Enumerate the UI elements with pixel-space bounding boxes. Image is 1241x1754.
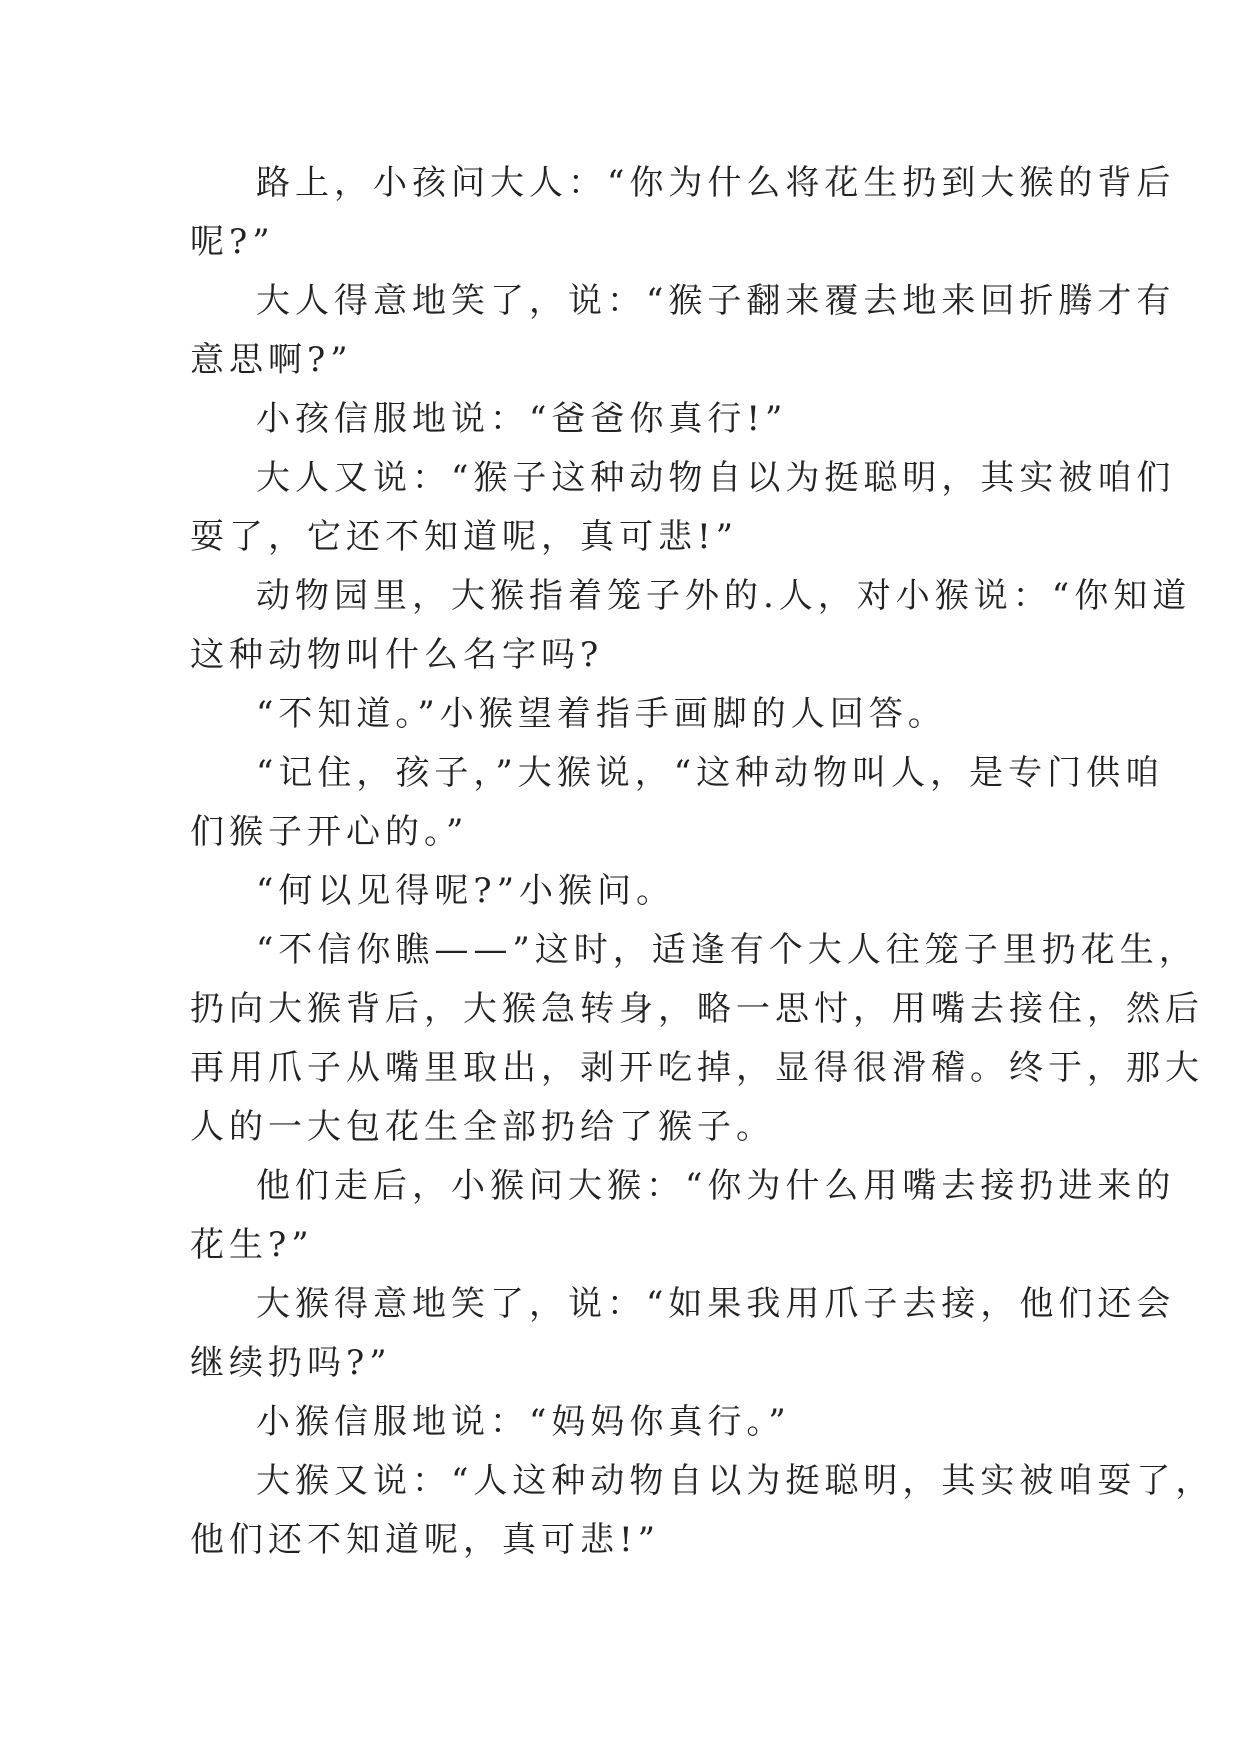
paragraph [190, 272, 1176, 390]
paragraph [190, 1393, 1052, 1452]
paragraph [190, 921, 1204, 1157]
paragraph [190, 1452, 1215, 1570]
text-line: 大人得意地笑了，说：“猴子翻来覆去地来回折腾才有 [256, 281, 1176, 321]
text-line: “不信你瞧——”这时，适逢有个大人往笼子里扔花生， [256, 930, 1198, 970]
text-line: 路上，小孩问大人：“你为什么将花生扔到大猴的背后 [256, 163, 1176, 203]
text-line: “不知道。”小猴望着指手画脚的人回答。 [256, 694, 947, 734]
paragraph [190, 744, 1165, 862]
paragraph [190, 390, 1052, 449]
paragraph [190, 1157, 1176, 1275]
text-line: 呢?” [190, 222, 275, 262]
text-line: 他们还不知道呢，真可悲!” [190, 1520, 661, 1560]
text-line: 再用爪子从嘴里取出，剥开吃掉，显得很滑稽。终于，那大 [190, 1048, 1204, 1088]
text-line: 大猴得意地笑了，说：“如果我用爪子去接，他们还会 [256, 1284, 1176, 1324]
text-line: “何以见得呢?”小猴问。 [256, 871, 675, 911]
text-line: 这种动物叫什么名字吗? [190, 635, 604, 675]
paragraph [190, 449, 1176, 567]
text-line: 耍了，它还不知道呢，真可悲!” [190, 517, 739, 557]
text-line: 人的一大包花生全部扔给了猴子。 [190, 1107, 775, 1147]
text-line: 他们走后，小猴问大猴：“你为什么用嘴去接扔进来的 [256, 1166, 1176, 1206]
paragraph [190, 1275, 1176, 1393]
paragraph [190, 567, 1192, 685]
text-line: “记住，孩子，”大猴说，“这种动物叫人，是专门供咱 [256, 753, 1165, 793]
paragraph [190, 154, 1176, 272]
text-line: 扔向大猴背后，大猴急转身，略一思忖，用嘴去接住，然后 [190, 989, 1204, 1029]
paragraph [190, 685, 1052, 744]
text-line: 花生?” [190, 1225, 314, 1265]
text-line: 小孩信服地说：“爸爸你真行!” [256, 399, 788, 439]
text-line: 意思啊?” [190, 340, 353, 380]
text-line: 们猴子开心的。” [190, 812, 469, 852]
text-line: 小猴信服地说：“妈妈你真行。” [256, 1402, 791, 1442]
text-line: 大人又说：“猴子这种动物自以为挺聪明，其实被咱们 [256, 458, 1176, 498]
text-line: 大猴又说：“人这种动物自以为挺聪明，其实被咱耍了， [256, 1461, 1215, 1501]
text-line: 动物园里，大猴指着笼子外的.人，对小猴说：“你知道 [256, 576, 1192, 616]
paragraph [190, 862, 1052, 921]
story-text [190, 154, 1215, 1570]
text-line: 继续扔吗?” [190, 1343, 392, 1383]
